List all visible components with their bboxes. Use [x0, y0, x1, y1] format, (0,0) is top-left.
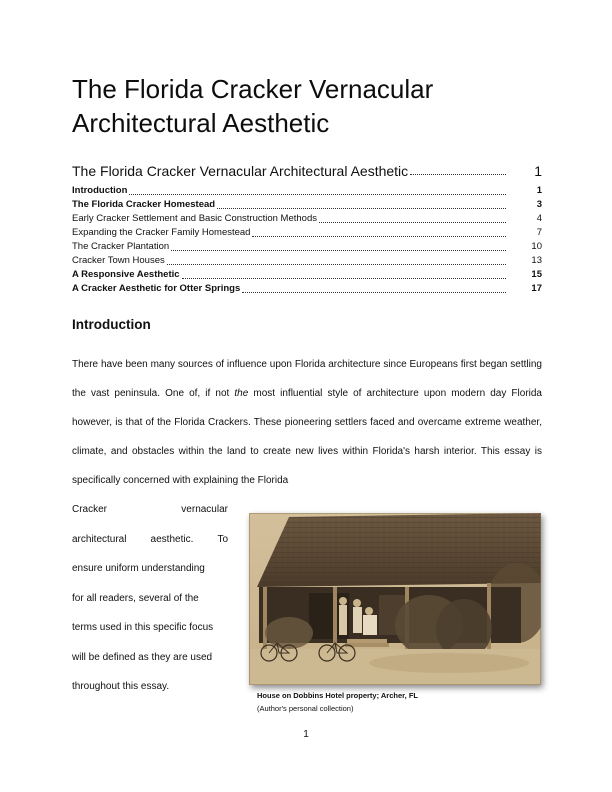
text-line — [72, 613, 228, 643]
text-word: for all readers, several of the — [72, 592, 199, 604]
text-word: architectural — [72, 533, 127, 545]
table-of-contents — [72, 161, 542, 296]
intro-paragraph-continued — [72, 495, 228, 702]
text-word: vernacular — [181, 504, 228, 515]
caption-title: House on Dobbins Hotel property; Archer, FL — [257, 691, 418, 700]
intro-text-part: There have been many sources of influence upon Florida architecture since Europeans first began settling the vast peninsula. One of, if not — [72, 359, 542, 399]
toc-entry[interactable] — [72, 254, 542, 268]
toc-leader-dots — [410, 174, 506, 175]
text-word: throughout this essay. — [72, 681, 170, 692]
toc-entry-label: The Florida Cracker Vernacular Architectural Aesthetic — [72, 163, 409, 179]
text-line — [72, 672, 228, 702]
text-line — [72, 525, 228, 555]
intro-paragraph — [72, 350, 542, 495]
toc-entry-label: Introduction — [72, 185, 128, 196]
text-line — [72, 554, 228, 584]
toc-entry[interactable] — [72, 240, 542, 254]
toc-entry-label: Expanding the Cracker Family Homestead — [72, 227, 251, 238]
toc-leader-dots — [129, 194, 506, 195]
figure-caption — [257, 689, 418, 715]
toc-entry[interactable] — [72, 198, 542, 212]
toc-entry[interactable] — [72, 184, 542, 198]
text-word: aesthetic. — [150, 533, 194, 545]
toc-entry-page: 7 — [536, 227, 542, 238]
toc-entry-label: Cracker Town Houses — [72, 255, 165, 266]
house-photo-image — [249, 513, 541, 685]
toc-leader-dots — [182, 278, 506, 279]
house-photo — [249, 513, 541, 685]
toc-entry-label: The Florida Cracker Homestead — [72, 199, 216, 210]
toc-entry-label: A Responsive Aesthetic — [72, 269, 180, 280]
text-word: Cracker — [72, 504, 108, 515]
text-line — [72, 643, 228, 673]
text-word: To — [217, 533, 228, 545]
toc-leader-dots — [319, 222, 506, 223]
text-line — [72, 584, 228, 614]
toc-entry-page: 15 — [531, 269, 542, 280]
caption-credit: (Author's personal collection) — [257, 704, 354, 713]
intro-text-part: most influential style of architecture upon modern day Florida however, is that of the Florida Crackers. These pioneering settlers faced and overcame extreme weather, climate, and obstacles within the land to create new lives within Florida's harsh interior. This essay is specifically concerned with explaining the Florida — [72, 388, 542, 486]
toc-entry-label: Early Cracker Settlement and Basic Construction Methods — [72, 213, 317, 224]
text-word: terms used in this specific focus — [72, 622, 214, 633]
toc-entry[interactable] — [72, 268, 542, 282]
toc-entry[interactable] — [72, 226, 542, 240]
toc-entry-label: A Cracker Aesthetic for Otter Springs — [72, 283, 241, 294]
toc-entry-page: 3 — [536, 199, 542, 210]
toc-entry[interactable] — [72, 282, 542, 296]
toc-entry-label: The Cracker Plantation — [72, 241, 170, 252]
toc-entry-page: 10 — [531, 241, 542, 252]
toc-leader-dots — [167, 264, 506, 265]
document-title: The Florida Cracker Vernacular Architectural Aesthetic — [72, 74, 434, 138]
toc-entry-page: 13 — [531, 255, 542, 266]
toc-leader-dots — [242, 292, 506, 293]
toc-leader-dots — [171, 250, 506, 251]
toc-entry-page: 4 — [536, 213, 542, 224]
text-line — [72, 495, 228, 525]
intro-emphasis: the — [234, 388, 249, 399]
page-number: 1 — [303, 729, 309, 740]
text-word: ensure uniform understanding — [72, 563, 205, 574]
toc-leader-dots — [217, 208, 506, 209]
toc-entry[interactable] — [72, 212, 542, 226]
section-heading-introduction: Introduction — [72, 317, 151, 332]
toc-leader-dots — [252, 236, 506, 237]
toc-entry-page: 17 — [531, 283, 542, 294]
text-word: will be defined as they are used — [72, 651, 213, 663]
toc-entry-page: 1 — [536, 185, 542, 196]
toc-entry-page: 1 — [534, 163, 542, 179]
toc-entry[interactable] — [72, 161, 542, 181]
